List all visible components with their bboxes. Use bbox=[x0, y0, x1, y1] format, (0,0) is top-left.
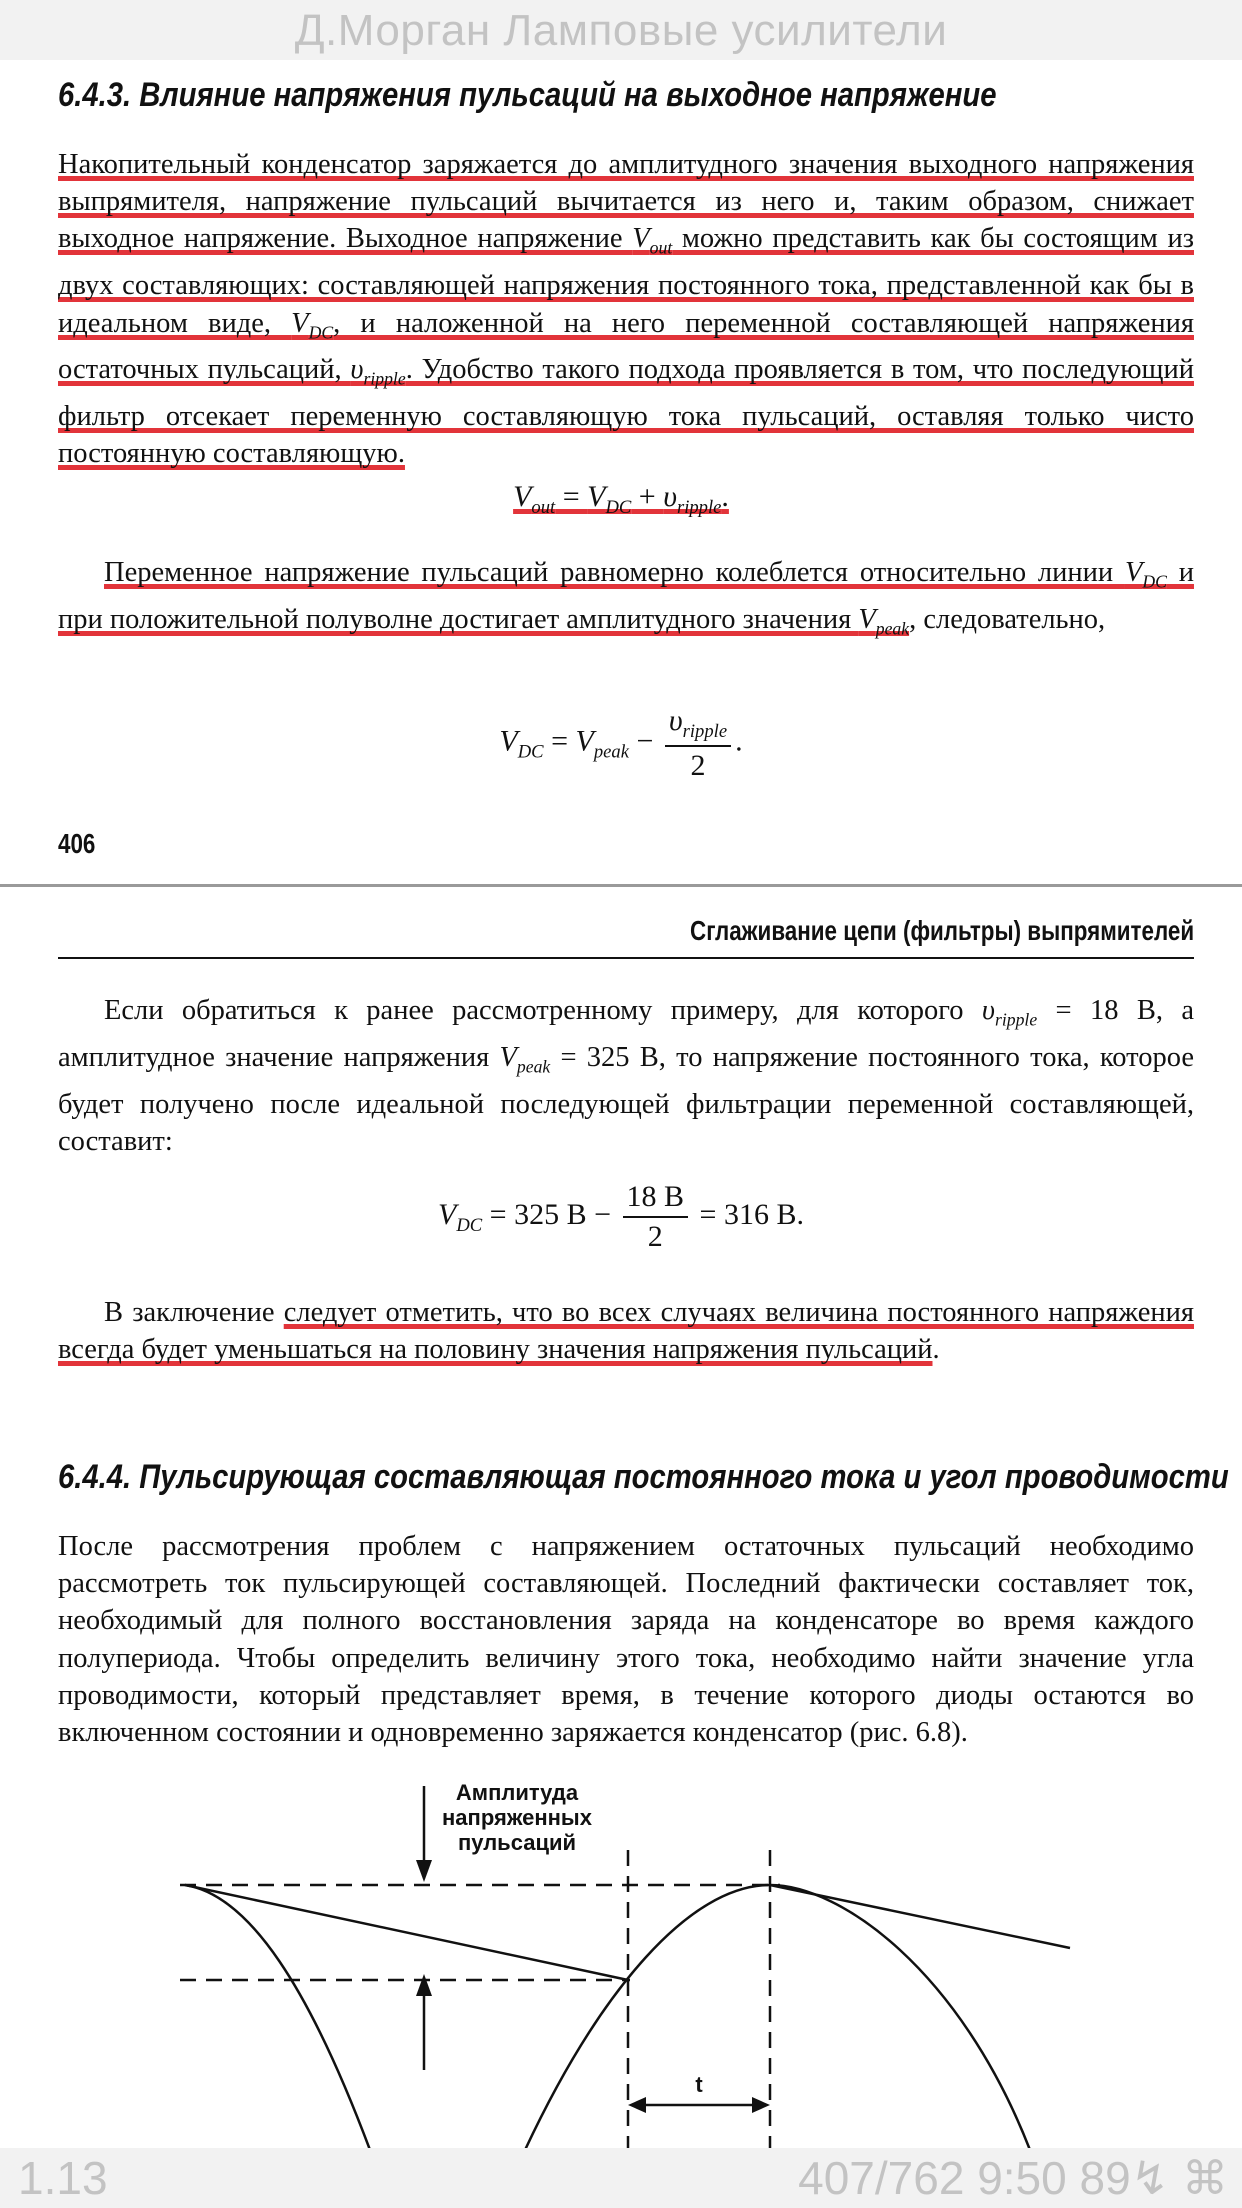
running-head: Сглаживание цепи (фильтры) выпрямителей bbox=[689, 915, 1194, 946]
page-counter: 407/762 bbox=[798, 2152, 965, 2204]
ripple-waveform-figure bbox=[0, 1770, 1242, 2150]
time-label: t bbox=[695, 2072, 703, 2097]
formula-vout-underlined: $V_{out} = V_{DC} + \upsilon_{ripple}$. bbox=[513, 480, 729, 518]
figure-label-line3: пульсаций bbox=[457, 1830, 577, 1855]
battery-level: 89 bbox=[1079, 2152, 1131, 2204]
capacitor-discharge-line-2 bbox=[770, 1885, 1070, 1948]
paragraph-example: Если обратиться к ранее рассмотренному примеру, для которого $\upsilon_{ripple} = 18$ В, а амплитудное значение напряжения $V_{peak} = 325$ В, то напряжение постоянного тока, которое будет получено после идеальной последующей фильтрации переменной составляющей, составит: bbox=[58, 995, 1195, 1157]
page-number: 406 bbox=[58, 828, 96, 859]
section-heading-6-4-4: 6.4.4. Пульсирующая составляющая постоянного тока и угол проводимости bbox=[58, 1458, 1229, 1496]
paragraph-conclusion: В заключение следует отметить, что во всех случаях величина постоянного напряжения всегда будет уменьшаться на половину значения напряжения пульсаций. bbox=[58, 1297, 1194, 1366]
clock: 9:50 bbox=[977, 2152, 1067, 2204]
status-right bbox=[798, 2148, 1228, 2208]
charging-icon: ↯ bbox=[1130, 2152, 1170, 2204]
paragraph-capacitor-charge bbox=[58, 146, 1194, 473]
formula-vout bbox=[0, 480, 1242, 519]
formula-example-result: $V_{DC} = 325$ В − $\frac{18 В}{2}$ = 316 В. bbox=[438, 1180, 804, 1253]
fraction-ripple-half: $\frac{\upsilon_{ripple}}{2}$ bbox=[665, 704, 731, 783]
underlined-conclusion: следует отметить, что во всех случаях величина постоянного напряжения всегда будет уменьшаться на половину значения напряжения пульсаций bbox=[58, 1297, 1194, 1366]
time-arrow-left bbox=[628, 2097, 646, 2113]
falling-sine-curve bbox=[185, 1885, 370, 2150]
time-arrow-right bbox=[752, 2097, 770, 2113]
chapter-progress: 1.13 bbox=[18, 2152, 108, 2204]
figure-label-line2: напряженных bbox=[442, 1805, 592, 1830]
fraction-18-half: $\frac{18 В}{2}$ bbox=[623, 1180, 689, 1254]
page-divider bbox=[0, 884, 1242, 887]
command-icon[interactable]: ⌘ bbox=[1182, 2152, 1228, 2204]
running-head-rule bbox=[58, 957, 1194, 959]
arrow-down-head bbox=[416, 1860, 432, 1882]
underlined-passage: Накопительный конденсатор заряжается до амплитудного значения выходного напряжения выпрямителя, напряжение пульсаций вычитается из него и, таким образом, снижает выходное напряжение. Выходное напряжение $V_{out}$ можно представить как бы состоящим из двух составляющих: составляющей напряжения постоянного тока, представленной как бы в идеальном виде, $V_{DC}$, и наложенной на него переменной составляющей напряжения остаточных пульсаций, $\upsilon_{ripple}$. Удобство такого подхода проявляется в том, что последующий фильтр отсекает переменную составляющую тока пульсаций, оставляя только чисто постоянную составляющую. bbox=[58, 149, 1194, 470]
figure-label-line1: Амплитуда bbox=[455, 1780, 579, 1805]
reader-status-bar bbox=[0, 2148, 1242, 2208]
arrow-up-head bbox=[416, 1974, 432, 1996]
underlined-passage-2: Переменное напряжение пульсаций равномерно колеблется относительно линии $V_{DC}$ и при положительной полуволне достигает амплитудного значения $V_{peak}$ bbox=[58, 557, 1194, 639]
formula-vdc: $V_{DC} = V_{peak}$ − $\frac{\upsilon_{ripple}}{2}$ . bbox=[499, 704, 743, 782]
capacitor-discharge-line bbox=[185, 1885, 628, 1980]
reader-title-bar bbox=[0, 0, 1242, 60]
section-heading-6-4-3: 6.4.3. Влияние напряжения пульсаций на выходное напряжение bbox=[58, 76, 997, 114]
paragraph-conduction-angle: После рассмотрения проблем с напряжением остаточных пульсаций необходимо рассмотреть ток пульсирующей составляющей. Последний фактически составляет ток, необходимый для полного восстановления заряда на конденсаторе во время каждого полупериода. Чтобы определить величину этого тока, необходимо найти значение угла проводимости, который представляет время, в течение которого диоды остаются во включенном состоянии и одновременно заряжается конденсатор (рис. 6.8). bbox=[58, 1531, 1194, 1749]
book-title: Д.Морган Ламповые усилители bbox=[294, 6, 948, 55]
paragraph-ripple-oscillation: Переменное напряжение пульсаций равномерно колеблется относительно линии $V_{DC}$ и при положительной полуволне достигает амплитудного значения $V_{peak}$, следовательно, bbox=[58, 557, 1194, 639]
